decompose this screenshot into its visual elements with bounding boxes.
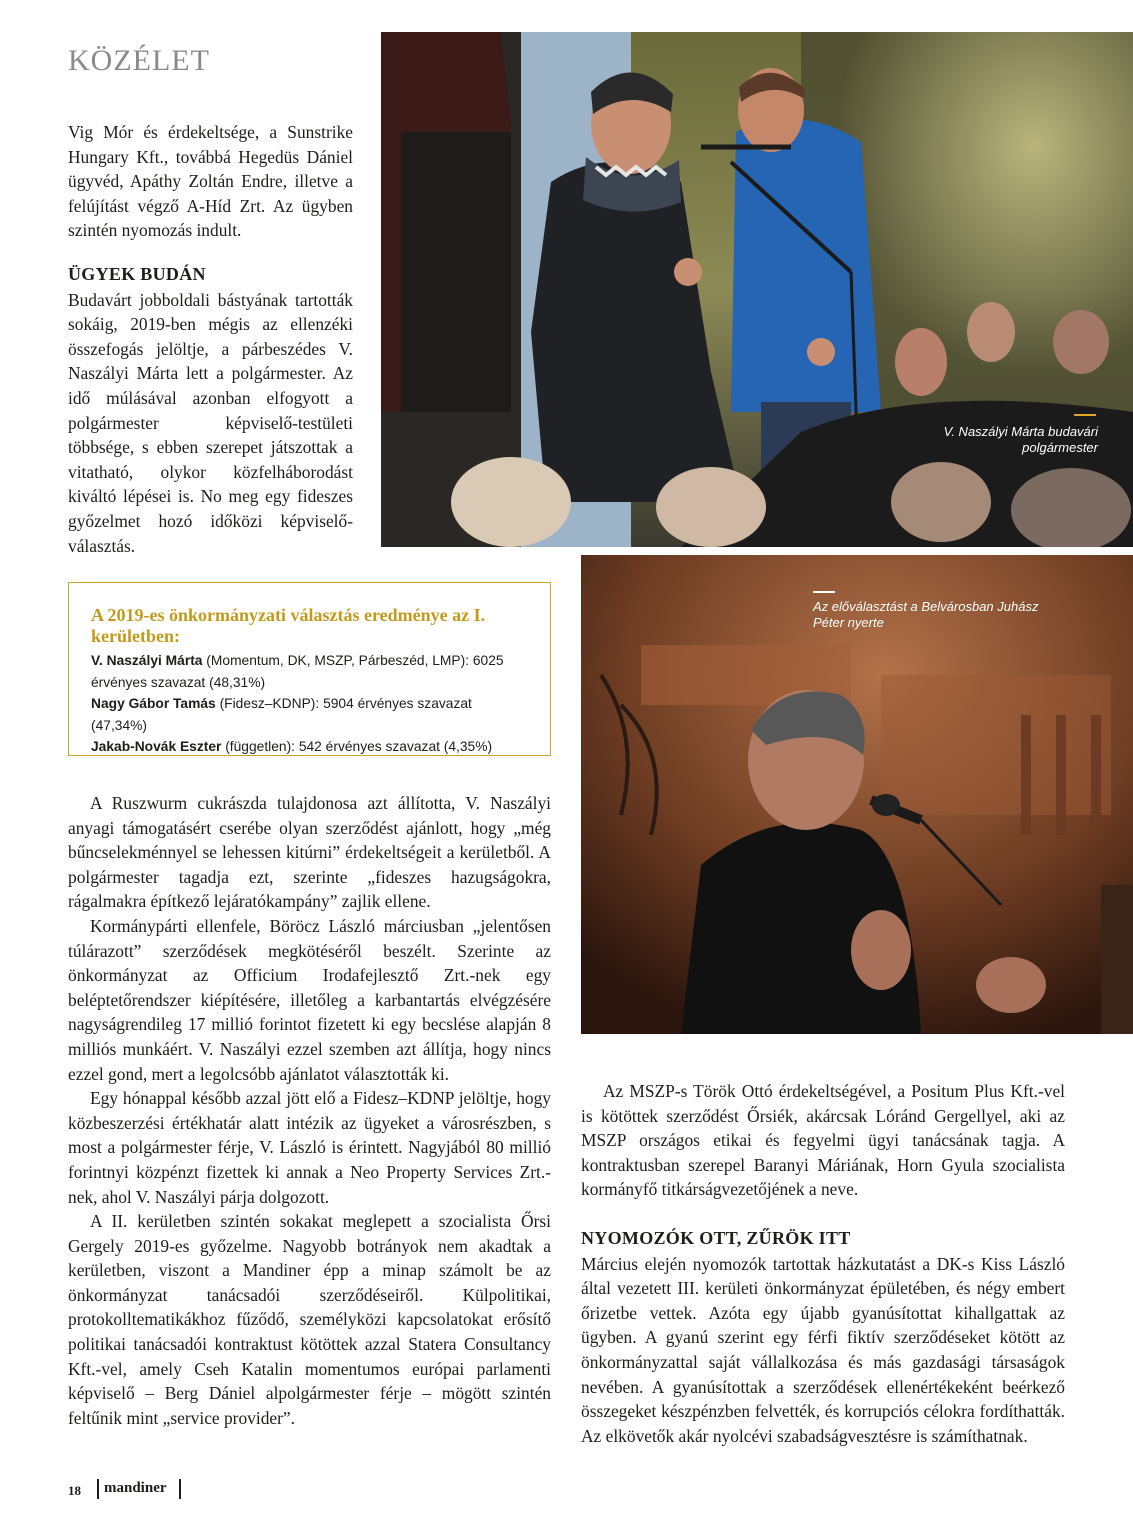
right-article-body xyxy=(581,1079,1065,1448)
body-paragraph: Kormánypárti ellenfele, Böröcz László márciusban „jelentősen túlárazott” szerződések megkötéséről beszélt. Szerinte az önkormányzat az Officium Irodafejlesztő Zrt.-nek egy beléptetőrendszer kiépítésére, illetőleg a karbantartás elvégzésére nagyságrendileg 17 millió forintot fizetett ki egy becslése alapján 8 milliós munkáért. V. Naszályi ezzel szemben azt állítja, hogy nincs ezzel gond, mert a legolcsóbb ajánlatot választották ki. xyxy=(68,915,551,1084)
page-number: 18 xyxy=(68,1483,81,1498)
election-results-box xyxy=(68,582,551,756)
section-buda-heading: ÜGYEK BUDÁN xyxy=(68,264,206,284)
result-row xyxy=(91,650,530,693)
section-nyomozok-heading: NYOMOZÓK OTT, ZŰRÖK ITT xyxy=(581,1227,851,1248)
section-nyomozok-text: Március elején nyomozók tartottak házkutatást a DK-s Kiss László által vezetett III. kerületi önkormányzat épületében, és négy embert őrizetbe vettek. Azóta egy újabb gyanúsítottat kihallgattak az ügyben. A gyanú szerint egy férfi fiktív szerződéseket kötött az önkormányzattal saját vállalkozása és más gazdasági társaságok nevében. A gyanúsítottak a szerződések ellenértékeként beérkező összegeket készpénzben felvették, és korrupciós célokra fordíthatták. Az elkövetők akár nyolcévi szabadságvesztésre is számíthatnak. xyxy=(581,1253,1065,1446)
body-paragraph: Az MSZP-s Török Ottó érdekeltségével, a Positum Plus Kft.-vel is kötöttek szerződést Őrsiék, akárcsak Lóránd Gergellyel, aki az MSZP országos etikai és fegyelmi ügyi tanácsának tagja. A kontraktusban szerepel Baranyi Máriának, Horn Gyula szocialista kormányfő titkárságvezetőjének a neve. xyxy=(581,1081,1065,1200)
brand-logo: mandiner xyxy=(104,1480,167,1496)
caption-accent-line xyxy=(813,591,835,593)
photo-juhasz xyxy=(581,555,1133,1034)
candidate-result: (független): 542 érvényes szavazat (4,35%) xyxy=(221,739,493,754)
body-paragraph: A Ruszwurm cukrászda tulajdonosa azt állította, V. Naszályi anyagi támogatásért cserébe olyan szerződést ajánlott, hogy „még bűncselekménnyel se lehessen kitúrni” érdekeltségeit a kerületből. A polgármester tagadja ezt, szerinte „fideszes hazugságokra, rágalmakra építkező lejáratókampány” zajlik ellene. xyxy=(68,793,551,912)
candidate-name: Nagy Gábor Tamás xyxy=(91,696,216,711)
section-buda xyxy=(68,262,353,558)
result-row xyxy=(91,736,530,758)
candidate-result: (Fidesz–KDNP): 5904 érvényes szavazat (47,34%) xyxy=(91,696,472,733)
photo-caption: V. Naszályi Márta budavári polgármester xyxy=(943,424,1098,455)
footer-divider xyxy=(179,1479,181,1499)
candidate-name: Jakab-Novák Eszter xyxy=(91,739,222,754)
body-paragraph: Egy hónappal később azzal jött elő a Fidesz–KDNP jelöltje, hogy közbeszerzési értékhatár alatt intézik az ügyeket a városrészben, s most a polgármester férje, V. László is érintett. Nagyjából 80 millió forintnyi közpénzt fizettek ki annak a Neo Property Services Zrt.-nek, ahol V. Naszályi párja dolgozott. xyxy=(68,1088,551,1207)
section-title: KÖZÉLET xyxy=(68,44,210,77)
intro-text: Vig Mór és érdekeltsége, a Sunstrike Hungary Kft., továbbá Hegedüs Dániel ügyvéd, Apáthy Zoltán Endre, illetve a felújítást végző A-Híd Zrt. Az ügyben szintén nyomozás indult. xyxy=(68,122,353,241)
body-paragraph: A II. kerületben szintén sokakat meglepett a szocialista Őrsi Gergely 2019-es győzelme. Nagyobb botrányok nem akadtak a kerületben, viszont a Mandiner épp a minap számolt be az önkormányzat tanácsadói szerződéseiről. Külpolitikai, protokolltematikákhoz fűződő, személyközi kapcsolatokat erősítő politikai tanácsadói kontraktust kötöttek azzal Statera Consultancy Kft.-vel, amely Cseh Katalin momentumos európai parlamenti képviselő – Berg Dániel alpolgármester férje – mögött szintén feltűnik mint „service provider”. xyxy=(68,1211,551,1428)
intro-paragraph xyxy=(68,120,353,243)
results-title: A 2019-es önkormányzati választás eredménye az I. kerületben: xyxy=(91,605,486,646)
candidate-name: V. Naszályi Márta xyxy=(91,653,203,668)
footer-divider xyxy=(97,1479,99,1499)
photo-naszalyi xyxy=(381,32,1133,547)
candidate-result: (Momentum, DK, MSZP, Párbeszéd, LMP): 6025 érvényes szavazat (48,31%) xyxy=(91,653,504,690)
left-article-body xyxy=(68,791,551,1430)
photo-caption: Az előválasztást a Belvárosban Juhász Péter nyerte xyxy=(813,599,1039,630)
caption-accent-line xyxy=(1074,414,1096,416)
photo-naszalyi-image xyxy=(381,32,1133,547)
result-row xyxy=(91,693,530,736)
section-buda-text: Budavárt jobboldali bástyának tartották sokáig, 2019-ben mégis az ellenzéki összefogás jelöltje, a párbeszédes V. Naszályi Márta lett a polgármester. Az idő múlásával azonban elfogyott a polgármester képviselő-testületi többsége, s ebben szerepet játszottak a vitatható, olykor közfelháborodást kiváltó lépései is. No meg egy fideszes győzelmet hozó időközi képviselő-választás. xyxy=(68,289,353,556)
